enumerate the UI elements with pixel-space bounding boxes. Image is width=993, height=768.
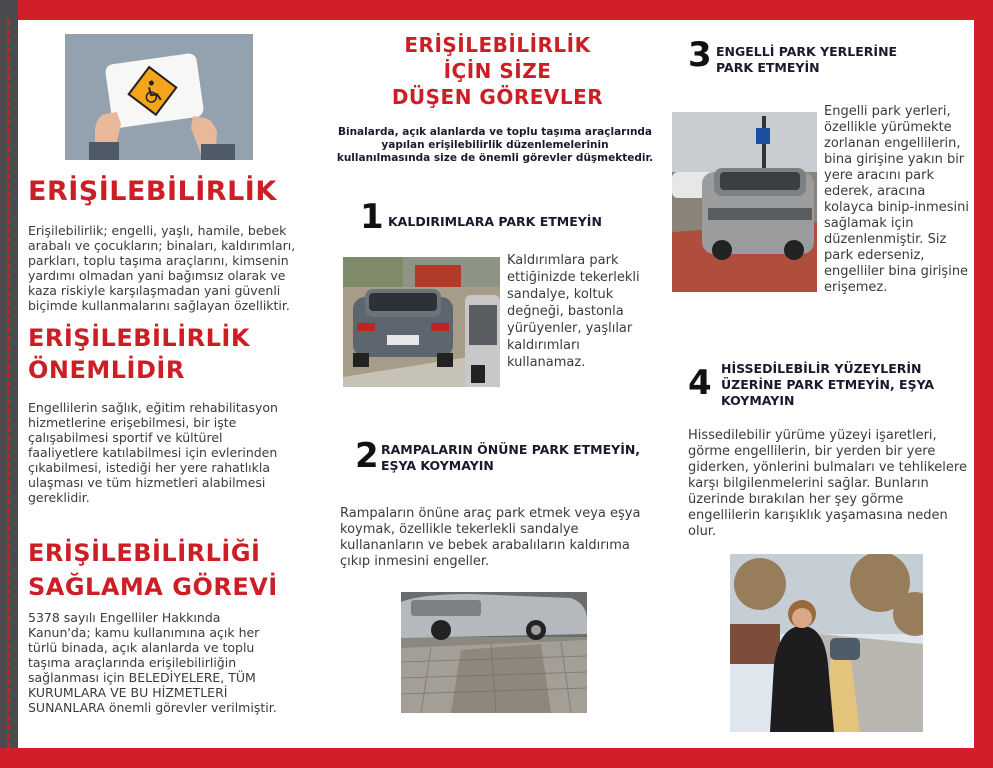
title-line: KOYMAYIN <box>721 393 795 408</box>
step-4-text: Hissedilebilir yürüme yüzeyi işaretleri, görme engellilerin, bir yerden bir yere giderken, yönlerini bulmaları ve tehlikelere karşı bilgilenmelerini sağlar. Bunların üzerinde bırakılan her şey görme engellilerin karışıklık yaşamasına neden olur. <box>688 428 967 539</box>
step-2-text: Rampaların önüne araç park etmek veya eşya koymak, özellikle tekerlekli sandalye kullananların ve bebek arabalıların kaldırıma çıkıp inmesini engeller. <box>340 506 641 569</box>
heading-line: ÖNEMLİDİR <box>28 356 185 384</box>
heading-line: SAĞLAMA GÖREVİ <box>28 573 278 601</box>
heading-accessibility-duty <box>28 536 278 604</box>
step-4-number: 4 <box>688 363 712 403</box>
bottom-border <box>0 748 993 768</box>
middle-intro-text: Binalarda, açık alanlarda ve toplu taşıma araçlarında yapılan erişilebilirlik düzenlemelerinin kullanılmasında size de önemli görevler düşmektedir. <box>336 126 654 164</box>
step-4-title <box>721 361 934 409</box>
disabled-parking-photo <box>672 112 817 292</box>
accessibility-definition-text: Erişilebilirlik; engelli, yaşlı, hamile, bebek arabalı ve çocukların; binaları, kaldırımları, parkları, toplu taşıma araçlarını, kimsenin yardımı olmadan yani bağımsız olarak ve kaza riskiyle karşılaşmadan yani güvenli biçimde kullanmalarını sağlayan özelliktir. <box>28 223 296 313</box>
step-2-number: 2 <box>355 436 379 476</box>
title-line: ENGELLİ PARK YERLERİNE <box>716 44 898 59</box>
step-2-title <box>381 442 640 474</box>
title-line: RAMPALARIN ÖNÜNE PARK ETMEYİN, <box>381 442 641 457</box>
title-line: DÜŞEN GÖREVLER <box>391 85 604 109</box>
ramp-blocked-photo <box>401 592 587 713</box>
top-border <box>0 0 993 20</box>
accessibility-important-text: Engellilerin sağlık, eğitim rehabilitasyon hizmetlerine erişebilmesi, bir işte çalışabilmesi sportif ve kültürel faaliyetlere katılabilmesi için evlerinden çıkabilmesi, istediği her yere rahatlıkla ulaşması ve tüm hizmetleri alabilmesi gereklidir. <box>28 400 278 505</box>
title-line: PARK ETMEYİN <box>716 60 820 75</box>
step-3-title <box>716 44 897 76</box>
right-border <box>974 20 993 748</box>
middle-title <box>340 32 655 110</box>
step-3-number: 3 <box>688 35 712 75</box>
brochure-page <box>18 20 974 748</box>
step-1-number: 1 <box>360 197 384 237</box>
heading-line: ERİŞİLEBİLİRLİK <box>28 324 250 352</box>
title-line: EŞYA KOYMAYIN <box>381 458 494 473</box>
title-line: İÇİN SİZE <box>443 59 552 83</box>
step-3-text: Engelli park yerleri, özellikle yürümekte zorlanan engellilerin, bina girişine yakın bir yere aracını park ederek, aracına kolayca binip-inmesini sağlamak için düzenlenmiştir. Siz park ederseniz, engelliler bina girişine erişemez. <box>824 104 969 295</box>
title-line: HİSSEDİLEBİLİR YÜZEYLERİN <box>721 361 922 376</box>
heading-accessibility: ERİŞİLEBİLİRLİK <box>28 176 277 207</box>
title-line: ERİŞİLEBİLİRLİK <box>404 33 591 57</box>
step-1-text: Kaldırımlara park ettiğinizde tekerlekli sandalye, koltuk değneği, bastonla yürüyenler, yaşlılar kaldırımları kullanamaz. <box>507 253 640 370</box>
sidewalk-parked-cars-photo <box>343 257 500 387</box>
accessibility-duty-text: 5378 sayılı Engelliler Hakkında Kanun'da; kamu kullanımına açık her türlü binada, açık alanlarda ve toplu taşıma araçlarında erişilebilirliğin sağlanması için BELEDİYELERE, TÜM KURUMLARA VE BU HİZMETLERİ SUNANLARA önemli görevler verilmiştir. <box>28 610 277 715</box>
tactile-paving-photo <box>730 554 923 732</box>
title-line: ÜZERİNE PARK ETMEYİN, EŞYA <box>721 377 935 392</box>
dashed-fold-line <box>7 20 10 748</box>
accessibility-sign-photo <box>65 34 253 160</box>
step-1-title: KALDIRIMLARA PARK ETMEYİN <box>388 214 602 229</box>
heading-line: ERİŞİLEBİLİRLİĞİ <box>28 539 261 567</box>
heading-accessibility-important <box>28 322 250 386</box>
